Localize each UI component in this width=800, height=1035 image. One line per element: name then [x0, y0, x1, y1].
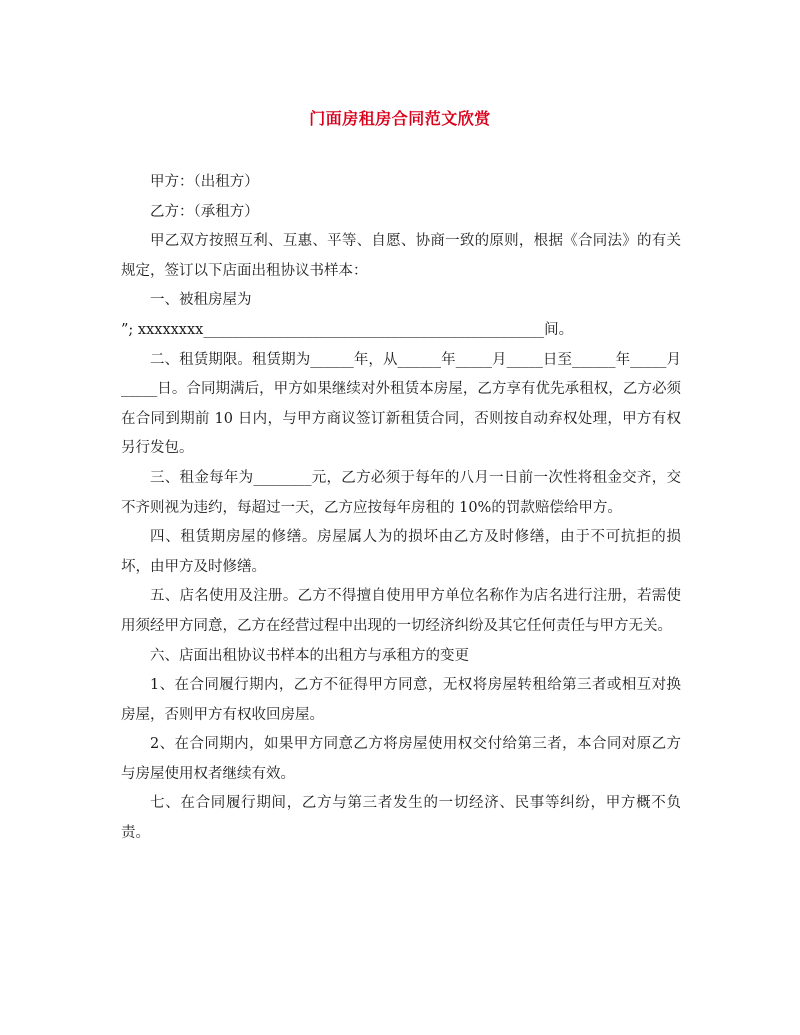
document-title: 门面房租房合同范文欣赏: [309, 109, 491, 128]
paragraph-clause-1: 一、被租房屋为: [150, 292, 252, 309]
paragraph-clause-7: 七、在合同履行期间，乙方与第三者发生的一切经济、民事等纠纷，甲方概不负责。: [121, 795, 681, 842]
paragraph-clause-1-blank: ”; xxxxxxxx_______________________________________________间。: [121, 321, 574, 338]
document-body: [121, 168, 681, 849]
paragraph-preamble: 甲乙双方按照互利、互惠、平等、自愿、协商一致的原则，根据《合同法》的有关规定，签订以下店面出租协议书样本：: [121, 233, 681, 279]
paragraph-party-b: 乙方：（承租方）: [150, 203, 259, 220]
paragraph-clause-5: 五、店名使用及注册。乙方不得擅自使用甲方单位名称作为店名进行注册，若需使用须经甲方同意，乙方在经营过程中出现的一切经济纠纷及其它任何责任与甲方无关。: [121, 588, 681, 634]
paragraph-clause-6: 六、店面出租协议书样本的出租方与承租方的变更: [150, 647, 469, 664]
paragraph-clause-6-2: 2、在合同期内，如果甲方同意乙方将房屋使用权交付给第三者，本合同对原乙方与房屋使用权者继续有效。: [121, 736, 681, 782]
paragraph-party-a: 甲方：（出租方）: [150, 174, 259, 190]
paragraph-clause-6-1: 1、在合同履行期内，乙方不征得甲方同意，无权将房屋转租给第三者或相互对换房屋，否则甲方有权收回房屋。: [121, 677, 681, 723]
paragraph-clause-2: 二、租赁期限。租赁期为______年，从______年_____月_____日至______年_____月_____日。合同期满后，甲方如果继续对外租赁本房屋，乙方享有优先承租权，乙方必须在合同到期前 10 日内，与甲方商议签订新租赁合同，否则按自动弃权处理，甲方有权另行发包。: [121, 351, 681, 457]
paragraph-clause-4: 四、租赁期房屋的修缮。房屋属人为的损坏由乙方及时修缮，由于不可抗拒的损坏，由甲方及时修缮。: [121, 529, 681, 575]
paragraph-clause-3: 三、租金每年为________元，乙方必须于每年的八月一日前一次性将租金交齐，交不齐则视为违约，每超过一天，乙方应按每年房租的 10%的罚款赔偿给甲方。: [121, 469, 681, 516]
